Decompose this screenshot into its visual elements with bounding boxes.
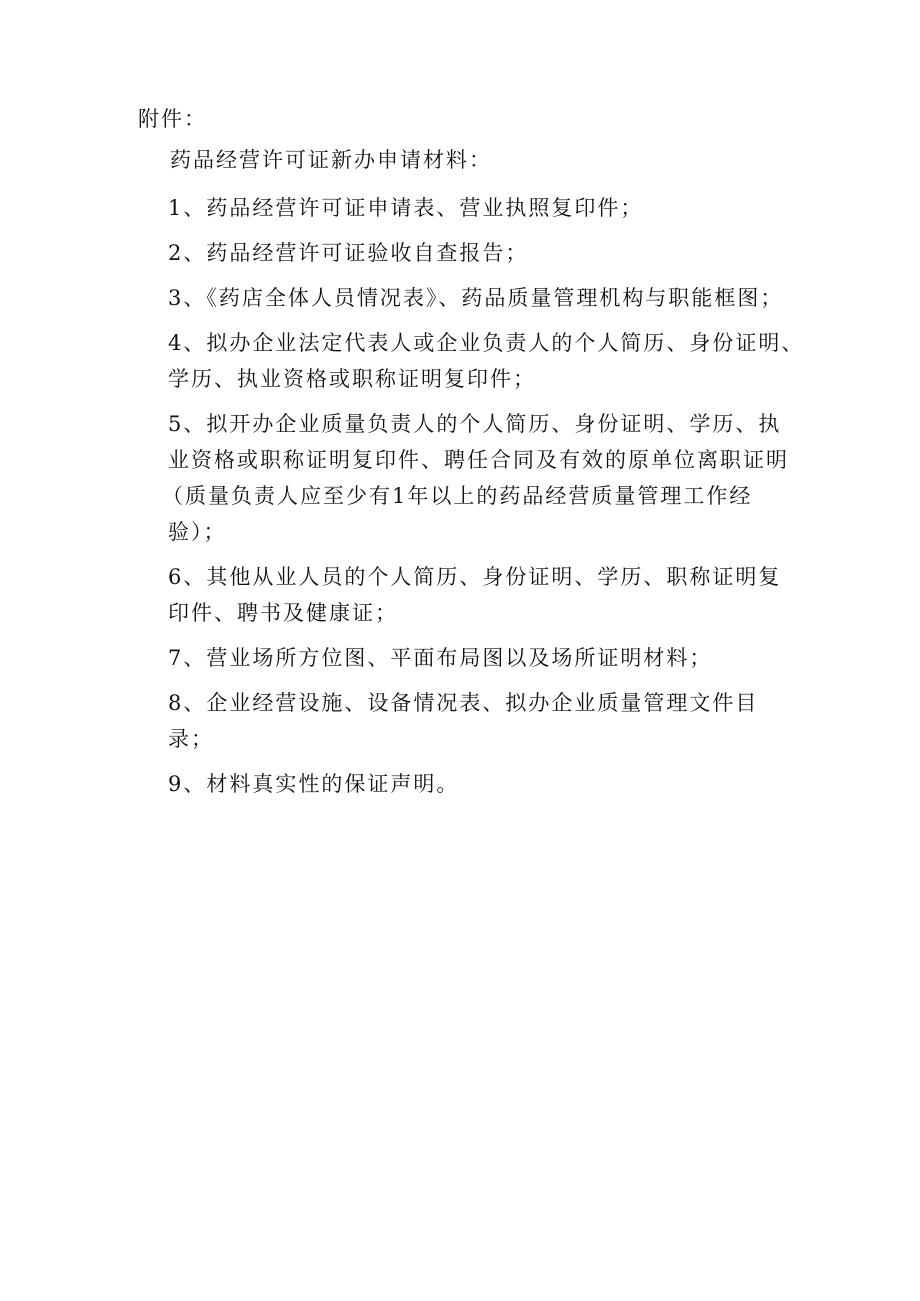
item-line: （质量负责人应至少有1年以上的药品经营质量管理工作经 [162, 484, 753, 508]
item-line: 5、拟开办企业质量负责人的个人简历、身份证明、学历、执 [168, 412, 782, 436]
item-line: 业资格或职称证明复印件、聘任合同及有效的原单位离职证明 [168, 448, 789, 472]
materials-list [162, 190, 868, 811]
item-line: 验）； [168, 520, 227, 544]
item-line: 录； [168, 727, 214, 751]
attachment-heading: 附件： [138, 107, 207, 131]
list-item [168, 559, 868, 631]
item-line: 印件、聘书及健康证； [168, 601, 398, 625]
materials-title: 药品经营许可证新办申请材料： [170, 148, 492, 172]
item-line: 7、营业场所方位图、平面布局图以及场所证明材料； [168, 646, 713, 670]
list-item [168, 685, 868, 757]
list-item [168, 235, 868, 271]
item-line: 9、材料真实性的保证声明。 [168, 772, 460, 796]
item-line: 8、企业经营设施、设备情况表、拟办企业质量管理文件目 [168, 691, 759, 715]
item-line: 学历、执业资格或职称证明复印件； [168, 367, 536, 391]
list-item [168, 325, 868, 397]
item-line: 3、《药店全体人员情况表》、药品质量管理机构与职能框图； [168, 286, 784, 310]
item-line: 6、其他从业人员的个人简历、身份证明、学历、职称证明复 [168, 565, 782, 589]
item-line: 1、药品经营许可证申请表、营业执照复印件； [168, 196, 644, 220]
list-item [168, 190, 868, 226]
list-item [162, 406, 868, 550]
list-item [168, 640, 868, 676]
item-line: 4、拟办企业法定代表人或企业负责人的个人简历、身份证明、 [168, 331, 805, 355]
list-item [168, 280, 868, 316]
item-line: 2、药品经营许可证验收自查报告； [168, 241, 529, 265]
list-item [168, 766, 868, 802]
